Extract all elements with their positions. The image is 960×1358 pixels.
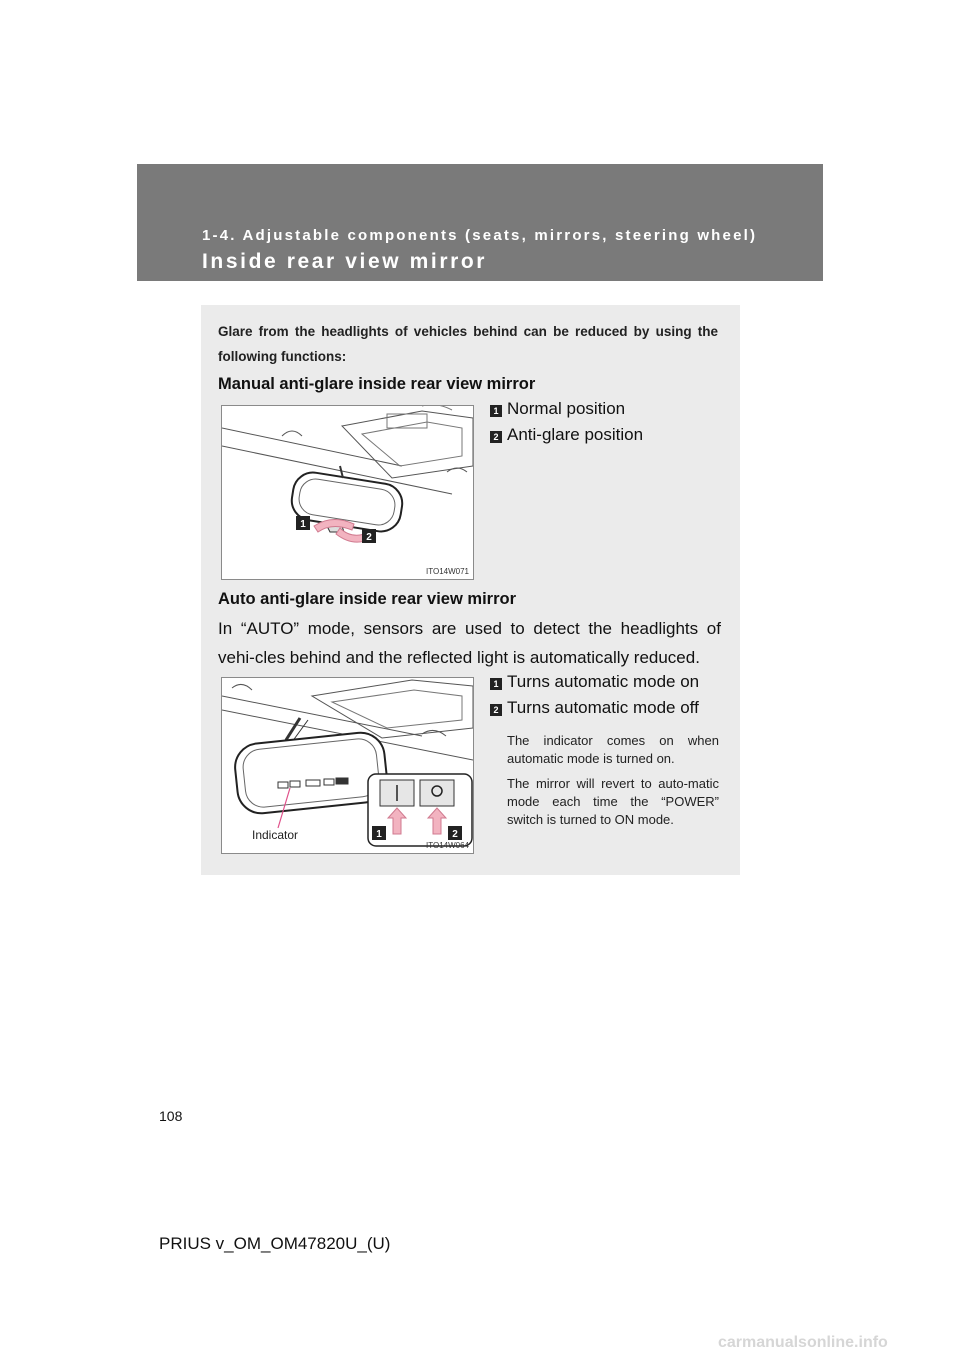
indicator-note: The indicator comes on when automatic mode is turned on. [507, 733, 719, 766]
intro-text: Glare from the headlights of vehicles behind can be reduced by using the following functions: [218, 324, 718, 364]
power-switch-note: The mirror will revert to auto-matic mode each time the “POWER” switch is turned to ON mode. [507, 776, 719, 827]
manual-heading: Manual anti-glare inside rear view mirror [218, 375, 536, 393]
legend-label: Anti-glare position [507, 425, 644, 444]
content-box [201, 305, 740, 875]
section-title: 1-4. Adjustable components (seats, mirrors, steering wheel) [202, 227, 758, 244]
number-badge-icon: 1 [490, 405, 502, 417]
auto-mirror-figure [221, 677, 474, 854]
auto-callout-2: 2 [452, 829, 458, 840]
document-id: PRIUS v_OM_OM47820U_(U) [159, 1234, 391, 1253]
manual-callout-1: 1 [300, 519, 306, 530]
manual-mirror-illustration [222, 406, 473, 579]
legend-label: Turns automatic mode on [507, 672, 700, 691]
number-badge-icon: 1 [490, 678, 502, 690]
legend-label: Normal position [507, 399, 626, 418]
auto-figure-code: ITO14W064 [426, 841, 469, 850]
manual-mirror-figure [221, 405, 474, 580]
page-number: 108 [159, 1108, 183, 1124]
manual-callout-2: 2 [366, 532, 372, 543]
auto-description: In “AUTO” mode, sensors are used to detect the headlights of vehi-cles behind and the reflected light is automatically reduced. [218, 619, 721, 667]
indicator-label: Indicator [252, 828, 299, 842]
number-badge-icon: 2 [490, 704, 502, 716]
page-title: Inside rear view mirror [202, 250, 488, 273]
watermark: carmanualsonline.info [718, 1334, 888, 1351]
auto-heading: Auto anti-glare inside rear view mirror [218, 590, 516, 608]
auto-mirror-illustration [222, 678, 473, 853]
legend-label: Turns automatic mode off [507, 698, 699, 717]
auto-callout-1: 1 [376, 829, 382, 840]
number-badge-icon: 2 [490, 431, 502, 443]
manual-figure-code: ITO14W071 [426, 567, 469, 576]
chapter-header-band [137, 164, 823, 281]
